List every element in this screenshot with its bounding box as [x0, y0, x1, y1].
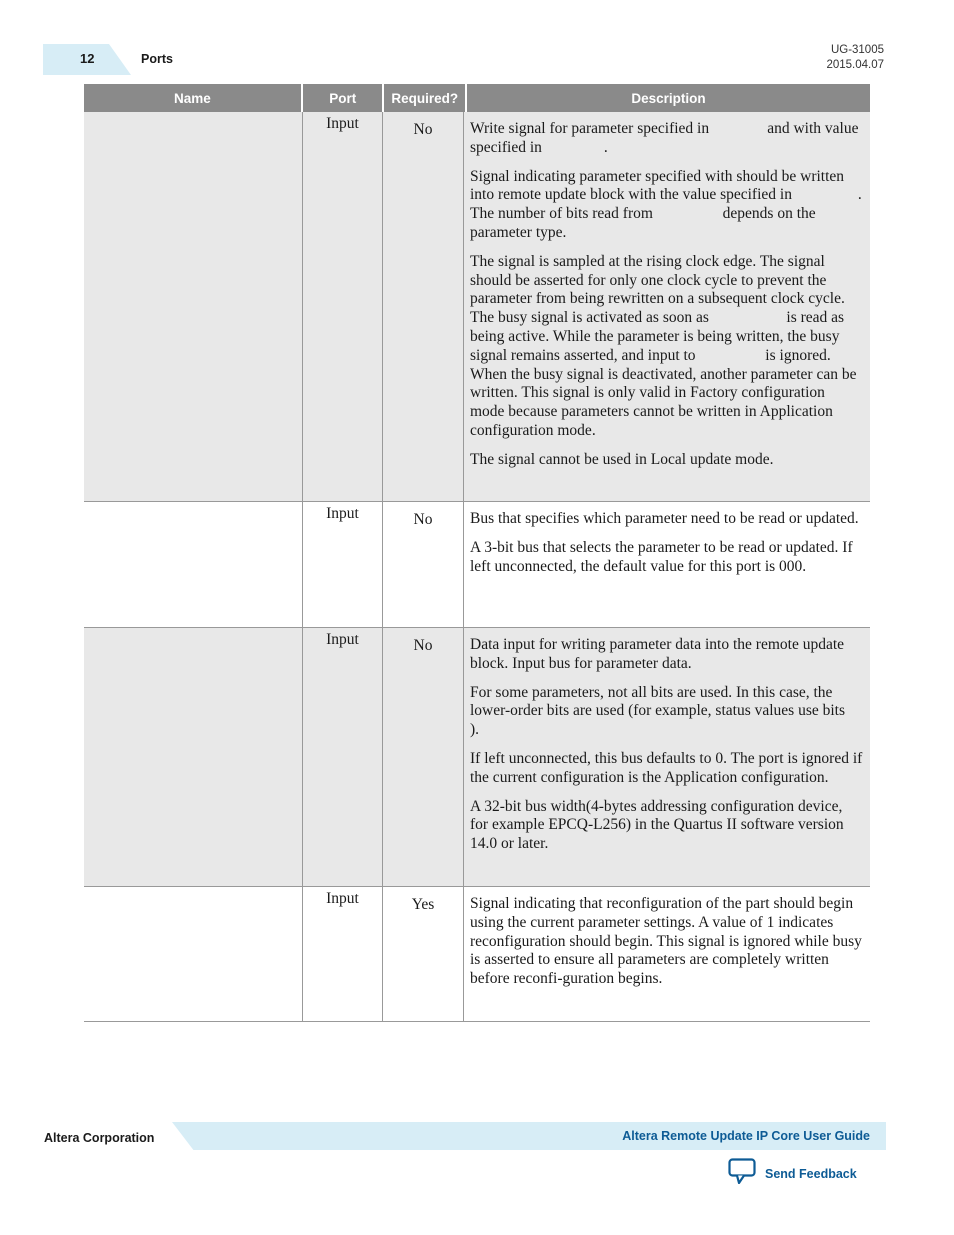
required-cell: No: [382, 112, 463, 501]
guide-title-link[interactable]: Altera Remote Update IP Core User Guide: [622, 1129, 870, 1143]
column-header-description: Description: [465, 84, 870, 112]
table-row: [84, 887, 870, 1022]
description-paragraph: If left unconnected, this bus defaults to 0. The port is ignored if the current configuration is the Application configuration.: [470, 749, 863, 786]
description-paragraph: The signal is sampled at the rising clock edge. The signal should be asserted for only one clock cycle to prevent the parameter from being rewritten on a subsequent clock cycle. The busy signal is activated as soon as is read as being active. While the parameter is being written, the busy signal remains asserted, and input to is ignored. When the busy signal is deactivated, another parameter can be written. This signal is only valid in Factory configuration mode because parameters cannot be written in Application configuration mode.: [470, 252, 861, 439]
description-paragraph: For some parameters, not all bits are used. In this case, the lower-order bits are used (for example, status values use bits ).: [470, 683, 884, 739]
speech-bubble-icon: [728, 1158, 756, 1189]
port-cell: Input: [302, 502, 382, 627]
description-paragraph: Data input for writing parameter data into the remote update block. Input bus for parameter data.: [470, 636, 845, 672]
required-cell: No: [382, 628, 463, 886]
description-paragraph: Bus that specifies which parameter need to be read or updated.: [470, 510, 859, 527]
doc-id-block: [826, 43, 884, 73]
name-cell: [84, 502, 302, 627]
table-row: [84, 502, 870, 628]
port-cell: Input: [302, 628, 382, 886]
required-cell: Yes: [382, 887, 463, 1021]
name-cell: [84, 887, 302, 1021]
description-cell: [463, 112, 868, 501]
table-header: [84, 84, 870, 112]
description-paragraph: The signal cannot be used in Local update mode.: [470, 450, 774, 468]
doc-id: UG-31005: [830, 44, 884, 56]
name-cell: [84, 112, 302, 501]
description-cell: [463, 887, 868, 1021]
table-row: [84, 112, 870, 502]
name-cell: [84, 628, 302, 886]
company-name: Altera Corporation: [44, 1131, 155, 1145]
port-cell: Input: [302, 112, 382, 501]
column-header-port: Port: [301, 84, 383, 112]
send-feedback-link[interactable]: [728, 1158, 857, 1189]
description-paragraph: Write signal for parameter specified in and with value specified in .: [470, 120, 863, 156]
description-paragraph: A 32-bit bus width(4-bytes addressing configuration device, for example EPCQ-L256) in the Quartus II software version 14.0 or later.: [470, 797, 844, 853]
column-header-name: Name: [174, 90, 211, 106]
column-header-required: Required?: [382, 84, 465, 112]
description-cell: [463, 502, 868, 627]
required-cell: No: [382, 502, 463, 627]
doc-date: 2015.04.07: [826, 59, 884, 71]
description-paragraph: A 3-bit bus that selects the parameter to be read or updated. If left unconnected, the default value for this port is 000.: [470, 538, 853, 575]
description-paragraph: Signal indicating parameter specified with should be written into remote update block with the value specified in . The number of bits read from depends on the parameter type.: [470, 167, 866, 241]
page-number: 12: [80, 51, 95, 66]
send-feedback-label: Send Feedback: [765, 1166, 857, 1181]
port-cell: Input: [302, 887, 382, 1021]
ports-table: [84, 84, 884, 1022]
description-cell: [463, 628, 884, 886]
description-paragraph: Signal indicating that reconfiguration of the part should begin using the current parameter settings. A value of 1 indicates reconfiguration should begin. This signal is ignored while busy is asserted to ensure all parameters are completely written before reconfi-guration begins.: [470, 895, 862, 988]
table-row: [84, 628, 884, 887]
section-title: Ports: [141, 52, 173, 66]
